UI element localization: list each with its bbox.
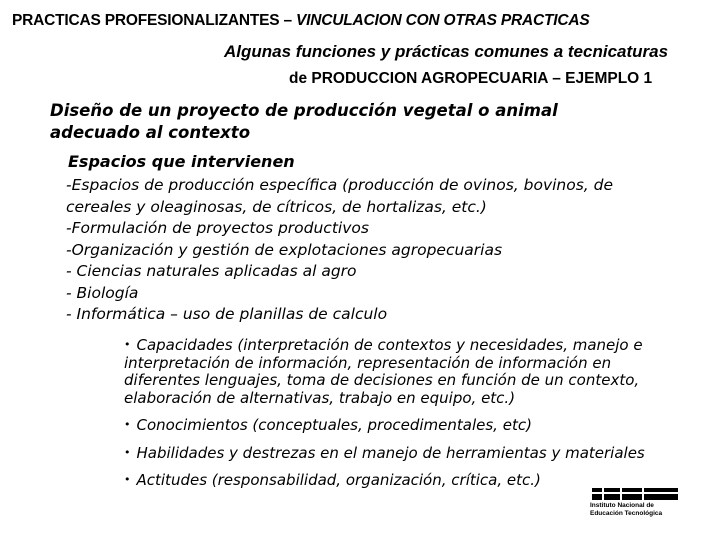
bullet-item: [124, 444, 684, 463]
spaces-title: Espacios que intervienen: [68, 152, 295, 171]
logo-line-1: Instituto Nacional de: [590, 502, 654, 509]
logo-text: [590, 502, 662, 518]
list-item: - Ciencias naturales aplicadas al agro: [66, 262, 357, 280]
list-item: -Espacios de producción específica (producción de ovinos, bovinos, de cereales y oleaginosas, de cítricos, de hortalizas, etc.): [66, 176, 614, 216]
bullet-item: [124, 336, 684, 407]
inet-logo-mark-icon: [590, 486, 678, 500]
logo-line-2: Educación Tecnológica: [590, 510, 663, 517]
bullet-item: [124, 416, 684, 435]
bullet-text: Habilidades y destrezas en el manejo de herramientas y materiales: [136, 443, 645, 462]
list-item: -Organización y gestión de explotaciones agropecuarias: [66, 240, 503, 259]
inet-logo: [586, 486, 686, 532]
list-item: - Biología: [66, 283, 139, 302]
title-italic: VINCULACION CON OTRAS PRACTICAS: [296, 12, 590, 29]
list-item: - Informática – uso de planillas de calculo: [66, 305, 388, 323]
bullet-text: Capacidades (interpretación de contextos y necesidades, manejo e interpretación de información, representación de información en diferentes lenguajes, toma de decisiones en función de un contexto, elaboración de alternativas, trabajo en equipo, etc.): [124, 336, 643, 407]
section-heading: Diseño de un proyecto de producción vegetal o animal adecuado al contexto: [50, 101, 558, 142]
bullet-icon: •: [124, 473, 131, 486]
bullet-text: Actitudes (responsabilidad, organización, crítica, etc.): [136, 471, 541, 489]
subtitle-line-2: de PRODUCCION AGROPECUARIA – EJEMPLO 1: [289, 70, 653, 87]
list-item: -Formulación de proyectos productivos: [66, 219, 369, 237]
page-title: [12, 12, 590, 30]
title-main: PRACTICAS PROFESIONALIZANTES –: [12, 12, 297, 29]
spaces-list: [66, 175, 666, 326]
bullet-icon: •: [124, 445, 131, 459]
bullet-list: [124, 336, 684, 499]
bullet-text: Conocimientos (conceptuales, procedimentales, etc): [136, 416, 532, 434]
subtitle: Algunas funciones y prácticas comunes a tecnicaturas: [224, 42, 669, 61]
bullet-icon: •: [124, 338, 131, 351]
bullet-icon: •: [124, 418, 131, 431]
